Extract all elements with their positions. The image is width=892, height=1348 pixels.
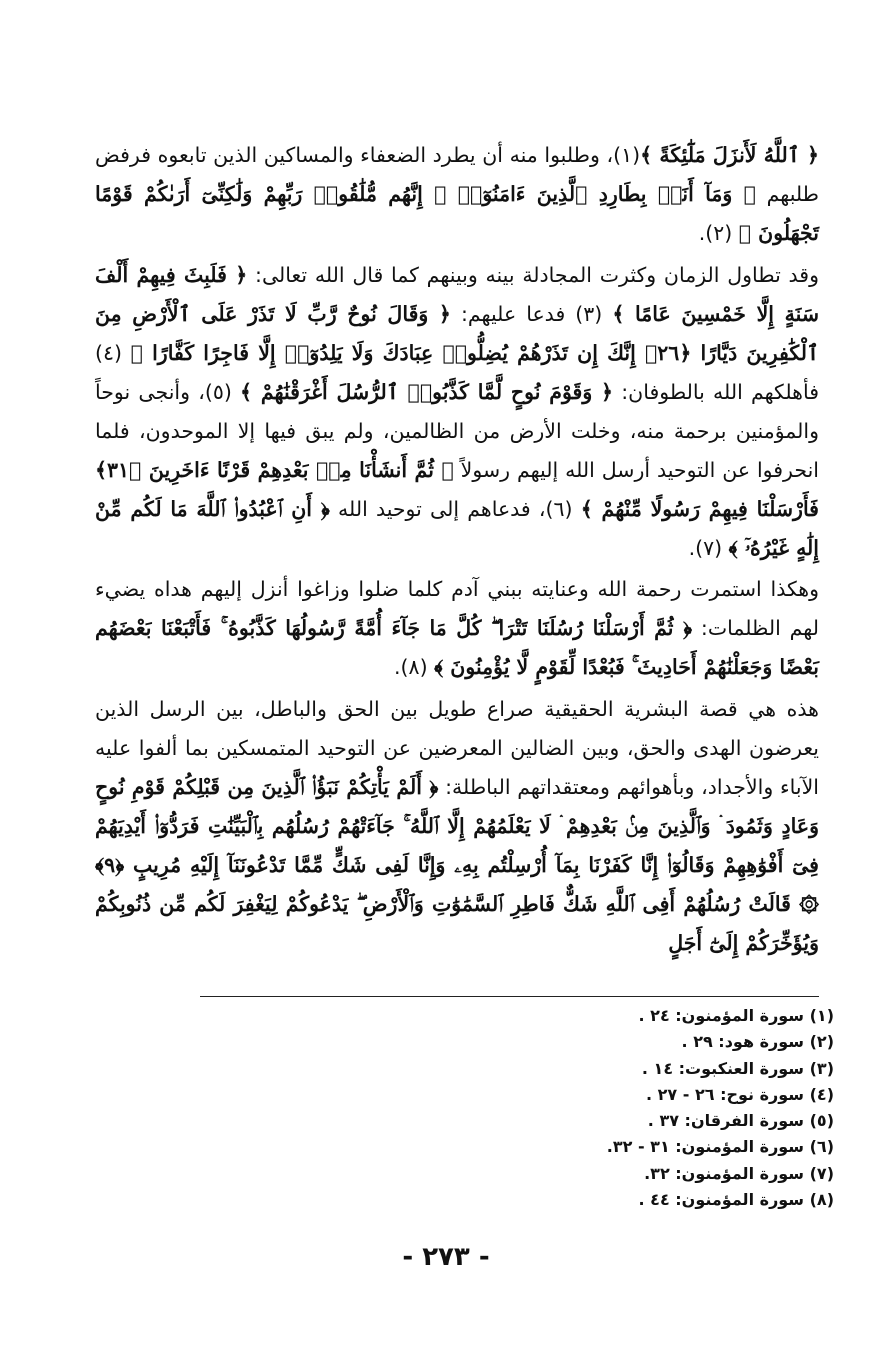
text-run: وهكذا استمرت رحمة الله وعنايته ببني آدم كلما ضلوا وزاغوا أنزل إليهم هداه يضيء لهم الظلمات: <box>95 577 819 641</box>
text-run: (٢). <box>698 220 739 245</box>
text-run: (٣) فدعا عليهم: <box>450 301 613 326</box>
footnote-divider <box>200 996 819 997</box>
footnote-8: (٨) سورة المؤمنون: ٤٤ . <box>638 1190 834 1210</box>
quran-verse: ﴿ وَقَوْمَ نُوحٍ لَّمَّا كَذَّبُوا۟ ٱلرُّسُلَ أَغْرَقْنَٰهُمْ ﴾ <box>240 379 614 404</box>
quran-verse: ﴿ وَمَآ أَنَا۠ بِطَارِدِ ٱلَّذِينَ ءَامَنُوٓا۟ ۚ إِنَّهُم مُّلَٰقُوا۟ رَبِّهِمْ وَلَٰكِنِّىٓ أَرَىٰكُمْ قَوْمًا تَجْهَلُونَ ﴾ <box>95 181 819 245</box>
paragraph-2 <box>95 256 819 568</box>
footnote-2: (٢) سورة هود: ٢٩ . <box>681 1032 834 1052</box>
footnote-7: (٧) سورة المؤمنون: ٣٢. <box>644 1163 834 1183</box>
footnote-1: (١) سورة المؤمنون: ٢٤ . <box>638 1006 834 1025</box>
paragraph-4 <box>95 690 819 963</box>
page-number: - ٢٧٣ - <box>402 1242 490 1272</box>
footnote-4: (٤) سورة نوح: ٢٦ - ٢٧ . <box>646 1084 834 1104</box>
quran-verse: ﴿ ٱللَّهُ لَأَنزَلَ مَلَٰٓئِكَةً ﴾ <box>640 143 819 167</box>
footnote-6: (٦) سورة المؤمنون: ٣١ - ٣٢. <box>606 1137 834 1157</box>
footnote-5: (٥) سورة الفرقان: ٣٧ . <box>647 1111 834 1131</box>
quran-verse: ﴿ أَنِ ٱعْبُدُوا۟ ٱللَّهَ مَا لَكُم مِّنْ إِلَٰهٍ غَيْرُهُۥٓ ﴾ <box>95 496 819 560</box>
paragraph-1 <box>95 136 819 253</box>
body-text <box>95 136 819 963</box>
text-run: (٤) فأهلكهم الله بالطوفان: <box>95 340 820 404</box>
text-run: (١)، وطلبوا منه أن يطرد الضعفاء والمساكين الذين تابعوه فرفض طلبهم <box>95 143 819 206</box>
text-run: هذه هي قصة البشرية الحقيقية صراع طويل بين الحق والباطل، بين الرسل الذين يعرضون الهدى والحق، وبين الضالين المعرضين عن التوحيد المتمسكين بما ألفوا عليه الآباء والأجداد، وبأهوائهم ومعتقداتهم الباطلة: <box>95 697 819 800</box>
quran-verse: ﴿ فَلَبِثَ فِيهِمْ أَلْفَ سَنَةٍ إِلَّا خَمْسِينَ عَامًا ﴾ <box>95 262 819 326</box>
footnotes <box>234 1003 834 1213</box>
text-run: (٥)، وأنجى نوحاً والمؤمنين برحمة منه، وخلت الأرض من الظالمين، ولم يبق فيها إلا الموحدون، فلما انحرفوا عن التوحيد أرسل الله إليهم رسولاً <box>95 379 819 482</box>
footnote-3: (٣) سورة العنكبوت: ١٤ . <box>641 1058 834 1078</box>
quran-verse: ﴿ وَقَالَ نُوحٌ رَّبِّ لَا تَذَرْ عَلَى ٱلْأَرْضِ مِنَ ٱلْكَٰفِرِينَ دَيَّارًا ﴿٢٦﴾ إِنَّكَ إِن تَذَرْهُمْ يُضِلُّوا۟ عِبَادَكَ وَلَا يَلِدُوٓا۟ إِلَّا فَاجِرًا كَفَّارًا ﴾ <box>95 301 819 365</box>
paragraph-3 <box>95 570 819 687</box>
text-run: (٦)، فدعاهم إلى توحيد الله <box>329 496 581 521</box>
text-run: وقد تطاول الزمان وكثرت المجادلة بينه وبينهم كما قال الله تعالى: <box>247 262 819 287</box>
quran-verse: ﴿ ثُمَّ أَرْسَلْنَا رُسُلَنَا تَتْرَا ۖ كُلَّ مَا جَآءَ أُمَّةً رَّسُولُهَا كَذَّبُوهُ ۚ فَأَتْبَعْنَا بَعْضَهُم بَعْضًا وَجَعَلْنَٰهُمْ أَحَادِيثَ ۚ فَبُعْدًا لِّقَوْمٍ لَّا يُؤْمِنُونَ ﴾ <box>95 616 819 680</box>
quran-verse: ﴿ ثُمَّ أَنشَأْنَا مِنۢ بَعْدِهِمْ قَرْنًا ءَاخَرِينَ ﴿٣١﴾ فَأَرْسَلْنَا فِيهِمْ رَسُولًا مِّنْهُمْ ﴾ <box>95 457 819 521</box>
text-run: (٧). <box>688 535 729 560</box>
quran-verse: ﴿ أَلَمْ يَأْتِكُمْ نَبَؤُا۟ ٱلَّذِينَ مِن قَبْلِكُمْ قَوْمِ نُوحٍ وَعَادٍ وَثَمُودَ ۛ وَٱلَّذِينَ مِنۢ بَعْدِهِمْ ۛ لَا يَعْلَمُهُمْ إِلَّا ٱللَّهُ ۚ جَآءَتْهُمْ رُسُلُهُم بِٱلْبَيِّنَٰتِ فَرَدُّوٓا۟ أَيْدِيَهُمْ فِىٓ أَفْوَٰهِهِمْ وَقَالُوٓا۟ إِنَّا كَفَرْنَا بِمَآ أُرْسِلْتُم بِهِۦ وَإِنَّا لَفِى شَكٍّ مِّمَّا تَدْعُونَنَآ إِلَيْهِ مُرِيبٍ ﴿٩﴾ ۞ قَالَتْ رُسُلُهُمْ أَفِى ٱللَّهِ شَكٌّ فَاطِرِ ٱلسَّمَٰوَٰتِ وَٱلْأَرْضِ ۖ يَدْعُوكُمْ لِيَغْفِرَ لَكُم مِّن ذُنُوبِكُمْ وَيُؤَخِّرَكُمْ إِلَىٰٓ أَجَلٍ <box>95 775 819 956</box>
text-run: (٨). <box>394 655 435 680</box>
